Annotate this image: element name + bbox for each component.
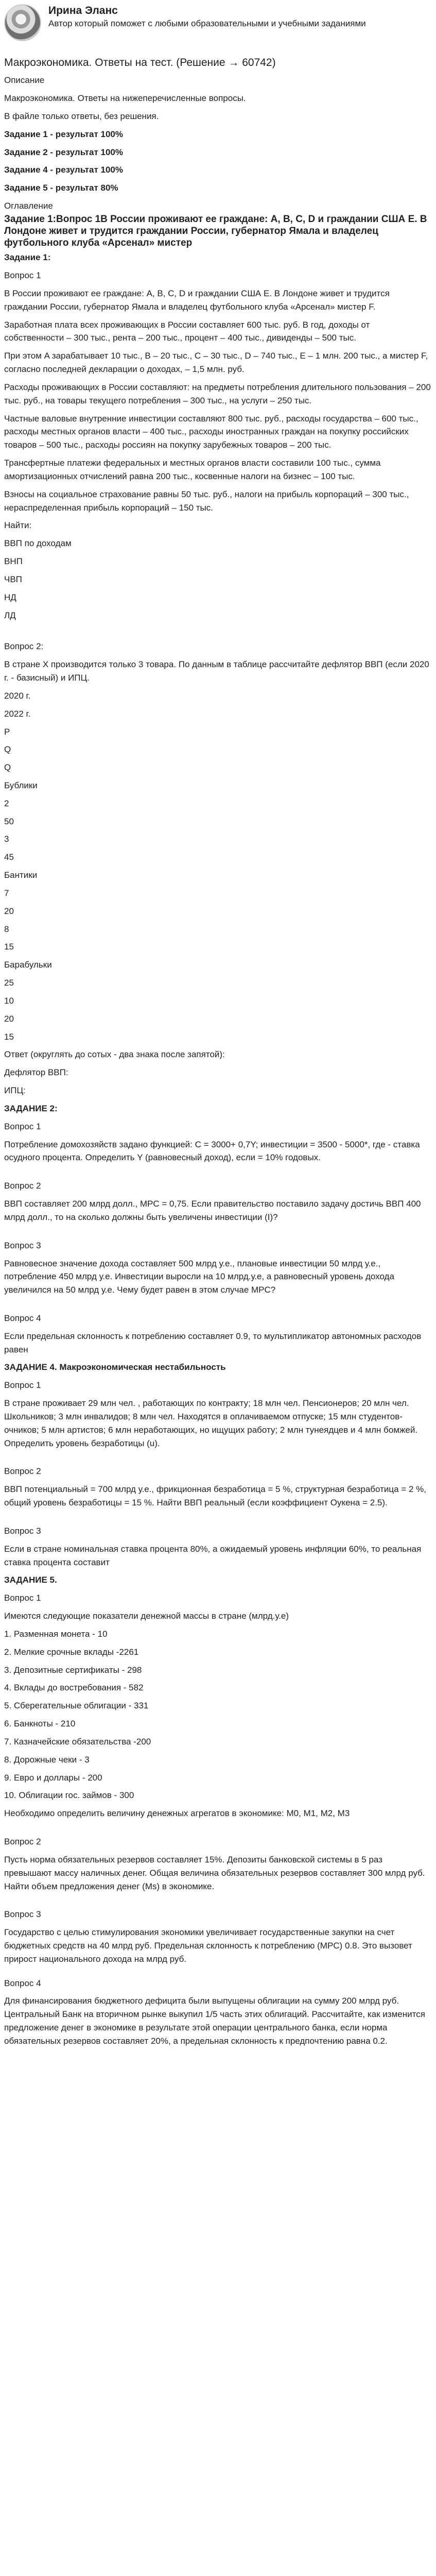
question-paragraph: ВВП составляет 200 млрд долл., MPC = 0,75. Если правительство поставило задачу достичь ВВП 400 млрд долл., то на сколько должны быть увеличены инвестиции (I)? bbox=[4, 1199, 421, 1222]
task2-label: ЗАДАНИЕ 2: bbox=[4, 1103, 58, 1113]
result-line: Задание 2 - результат 100% bbox=[4, 147, 123, 157]
good-name: Барабульки bbox=[4, 960, 52, 970]
question-paragraph: Потребление домохозяйств задано функцией: C = 3000+ 0,7Y; инвестиции = 3500 - 5000*, где - ставка осудного процента. Определить Y (равновесный доход), если = 10% годовых. bbox=[4, 1139, 420, 1163]
question-paragraph: В стране X производится только 3 товара. По данным в таблице рассчитайте дефлятор ВВП (если 2020 г. - базисный) и ИПЦ. bbox=[4, 659, 429, 683]
money-item: 3. Депозитные сертификаты - 298 bbox=[4, 1665, 142, 1675]
question-paragraph: Равновесное значение дохода составляет 500 млрд у.е., плановые инвестиции 50 млрд у.е., потребление 450 млрд у.е. Инвестиции выросли на 10 млрд.у.е, а равновесный уровень дохода увеличился на 50 млрд у.е. Чему будет равен в этом случае MPC? bbox=[4, 1258, 394, 1295]
question-label: Вопрос 2: bbox=[4, 641, 44, 652]
answer-field: ИПЦ: bbox=[4, 1086, 26, 1096]
money-item: 8. Дорожные чеки - 3 bbox=[4, 1754, 90, 1765]
question-paragraph: ВВП потенциальный = 700 млрд у.е., фрикционная безработица = 5 %, структурная безработица = 2 %, общий уровень безработицы = 15 %. Найти ВВП реальный (если коэффициент Оукена = 2.5). bbox=[4, 1484, 426, 1508]
task1-label: Задание 1: bbox=[4, 252, 51, 263]
question-paragraph: Частные валовые внутренние инвестиции составляют 800 тыс. руб., расходы государства – 600 тыс., расходы местных органов власти – 400 тыс., расходы иностранных граждан на покупку российских товаров – 500 тыс., расходы россиян на покупку зарубежных товаров – 200 тыс. bbox=[4, 413, 418, 450]
description-label: Описание bbox=[4, 75, 45, 86]
question-paragraph: Имеются следующие показатели денежной массы в стране (млрд.у.е) bbox=[4, 1611, 289, 1621]
question-label: Вопрос 4 bbox=[4, 1978, 41, 1988]
author-name[interactable]: Ирина Эланс bbox=[48, 5, 118, 16]
question-paragraph: В России проживают ее граждане: A, B, C, D и граждании США E. В Лондоне живет и трудится граждании России, губернатор Ямала и владелец футбольного клуба «Арсенал» мистер F. bbox=[4, 288, 390, 312]
table-cell: P bbox=[4, 726, 10, 737]
table-cell: 50 bbox=[4, 816, 14, 826]
money-item: 6. Банкноты - 210 bbox=[4, 1719, 76, 1729]
task4-label: ЗАДАНИЕ 4. Макроэкономическая нестабильность bbox=[4, 1362, 226, 1372]
question-label: Вопрос 1 bbox=[4, 1121, 41, 1131]
find-item: ВНП bbox=[4, 556, 23, 567]
table-cell: 10 bbox=[4, 995, 14, 1006]
question-label: Вопрос 1 bbox=[4, 270, 41, 281]
good-name: Бублики bbox=[4, 780, 38, 790]
table-cell: 8 bbox=[4, 924, 9, 934]
find-item: ЧВП bbox=[4, 574, 22, 584]
question-paragraph: Трансфертные платежи федеральных и местных органов власти составили 100 тыс., сумма амортизационных отчислений равна 200 тыс., косвенные налоги на бизнес – 100 тыс. bbox=[4, 458, 381, 481]
result-line: Задание 5 - результат 80% bbox=[4, 183, 118, 193]
result-line: Задание 1 - результат 100% bbox=[4, 129, 123, 139]
table-cell: 25 bbox=[4, 978, 14, 988]
question-paragraph: Заработная плата всех проживающих в России составляет 600 тыс. руб. В год, доходы от собственности – 300 тыс., рента – 200 тыс., процент – 400 тыс., дивиденды – 500 тыс. bbox=[4, 319, 370, 343]
question-label: Вопрос 3 bbox=[4, 1909, 41, 1920]
money-item: 5. Сберегательные облигации - 331 bbox=[4, 1701, 149, 1711]
task5-label: ЗАДАНИЕ 5. bbox=[4, 1575, 57, 1585]
description-line: В файле только ответы, без решения. bbox=[4, 111, 159, 121]
question-label: Вопрос 2 bbox=[4, 1181, 41, 1191]
question-paragraph: Необходимо определить величину денежных агрегатов в экономике: М0, М1, М2, М3 bbox=[4, 1808, 350, 1819]
money-item: 9. Евро и доллары - 200 bbox=[4, 1772, 102, 1783]
question-paragraph: Если предельная склонность к потреблению составляет 0.9, то мультипликатор автономных расходов равен bbox=[4, 1331, 422, 1354]
table-cell: Q bbox=[4, 762, 11, 773]
author-header bbox=[4, 0, 432, 50]
good-name: Бантики bbox=[4, 870, 38, 880]
money-item: 2. Мелкие срочные вклады -2261 bbox=[4, 1647, 139, 1657]
table-cell: 2022 г. bbox=[4, 708, 31, 719]
table-cell: Q bbox=[4, 744, 11, 755]
toc-label: Оглавление bbox=[4, 201, 53, 211]
table-cell: 45 bbox=[4, 852, 14, 862]
question-label: Вопрос 1 bbox=[4, 1593, 41, 1603]
question-paragraph: Найти: bbox=[4, 520, 32, 531]
money-item: 10. Облигации гос. займов - 300 bbox=[4, 1790, 134, 1801]
find-item: ВВП по доходам bbox=[4, 538, 72, 549]
money-item: 7. Казначейские обязательства -200 bbox=[4, 1736, 151, 1747]
question-paragraph: В стране проживает 29 млн чел. , работающих по контракту; 18 млн чел. Пенсионеров; 20 млн чел. Школьников; 3 млн инвалидов; 8 млн чел. Находятся в оплачиваемом отпуске; 15 млн студентов-очников; 5 млн артистов; 6 млн неработающих, но ищущих работу; 2 млн тунеядцев и 4 млн бомжей. Определить уровень безработицы (u). bbox=[4, 1398, 418, 1448]
find-item: НД bbox=[4, 592, 16, 602]
table-cell: 7 bbox=[4, 888, 9, 898]
description-line: Макроэкономика. Ответы на нижеперечисленные вопросы. bbox=[4, 93, 246, 104]
question-label: Вопрос 2 bbox=[4, 1466, 41, 1477]
question-paragraph: Государство с целью стимулирования экономики увеличивает государственные закупки на счет бюджетных средств на 40 млрд руб. Предельная склонность к потреблению (MPC) 0.8. Это вызовет прирост национального дохода на млрд руб. bbox=[4, 1927, 412, 1964]
task1-heading: Задание 1:Вопрос 1В России проживают ее граждане: A, B, C, D и граждании США E. В Лондоне живет и трудится граждании России, губернатор Ямала и владелец футбольного клуба «Арсенал» мистер bbox=[4, 213, 427, 248]
question-paragraph: Пусть норма обязательных резервов составляет 15%. Депозиты банковской системы в 5 раз превышают массу наличных денег. Общая величина обязательных резервов составляет 300 млрд руб. Найти объем предложения денег (Ms) в экономике. bbox=[4, 1854, 425, 1891]
table-cell: 15 bbox=[4, 942, 14, 952]
table-cell: 3 bbox=[4, 834, 9, 844]
question-label: Вопрос 2 bbox=[4, 1837, 41, 1847]
question-paragraph: При этом A зарабатывает 10 тыс., B – 20 тыс., C – 30 тыс., D – 740 тыс., E – 1 млн. 200 тыс., а мистер F, согласно последней декларации о доходах, – 1,5 млн. руб. bbox=[4, 351, 428, 375]
answer-note: Ответ (округлять до сотых - два знака после запятой): bbox=[4, 1049, 225, 1060]
question-paragraph: Взносы на социальное страхование равны 50 тыс. руб., налоги на прибыль корпораций – 300 тыс., нераспределенная прибыль корпораций – 150 тыс. bbox=[4, 489, 409, 513]
author-avatar[interactable] bbox=[4, 4, 41, 41]
result-line: Задание 4 - результат 100% bbox=[4, 165, 123, 175]
money-item: 4. Вклады до востребования - 582 bbox=[4, 1683, 144, 1693]
question-paragraph: Если в стране номинальная ставка процента 80%, а ожидаемый уровень инфляции 60%, то реальная ставка процента составит bbox=[4, 1544, 422, 1567]
author-description: Автор который поможет с любыми образовательными и учебными заданиями bbox=[48, 19, 366, 29]
table-cell: 15 bbox=[4, 1031, 14, 1042]
question-paragraph: Для финансирования бюджетного дефицита были выпущены облигации на сумму 200 млрд руб. Центральный Банк на вторичном рынке выкупил 1/5 часть этих облигаций. Рассчитайте, как изменится предложение денег в экономике в результате этой операции центрального банка, если норма обязательных резервов составляет 20%, а предельная склонность к предпочтению равна 0.2. bbox=[4, 1996, 425, 2046]
document-title: Макроэкономика. Ответы на тест. (Решение → 60742) bbox=[4, 57, 276, 69]
table-cell: 20 bbox=[4, 906, 14, 916]
table-cell: 20 bbox=[4, 1013, 14, 1024]
author-info bbox=[48, 3, 366, 29]
question-label: Вопрос 1 bbox=[4, 1380, 41, 1391]
answer-field: Дефлятор ВВП: bbox=[4, 1067, 68, 1078]
question-label: Вопрос 4 bbox=[4, 1313, 41, 1323]
question-label: Вопрос 3 bbox=[4, 1526, 41, 1536]
money-item: 1. Разменная монета - 10 bbox=[4, 1629, 108, 1639]
table-cell: 2 bbox=[4, 798, 9, 808]
table-cell: 2020 г. bbox=[4, 690, 31, 701]
question-paragraph: Расходы проживающих в России составляют: на предметы потребления длительного пользования – 200 тыс. руб., на товары текущего потребления – 300 тыс., на услуги – 250 тыс. bbox=[4, 382, 431, 405]
find-item: ЛД bbox=[4, 610, 16, 620]
question-label: Вопрос 3 bbox=[4, 1240, 41, 1250]
